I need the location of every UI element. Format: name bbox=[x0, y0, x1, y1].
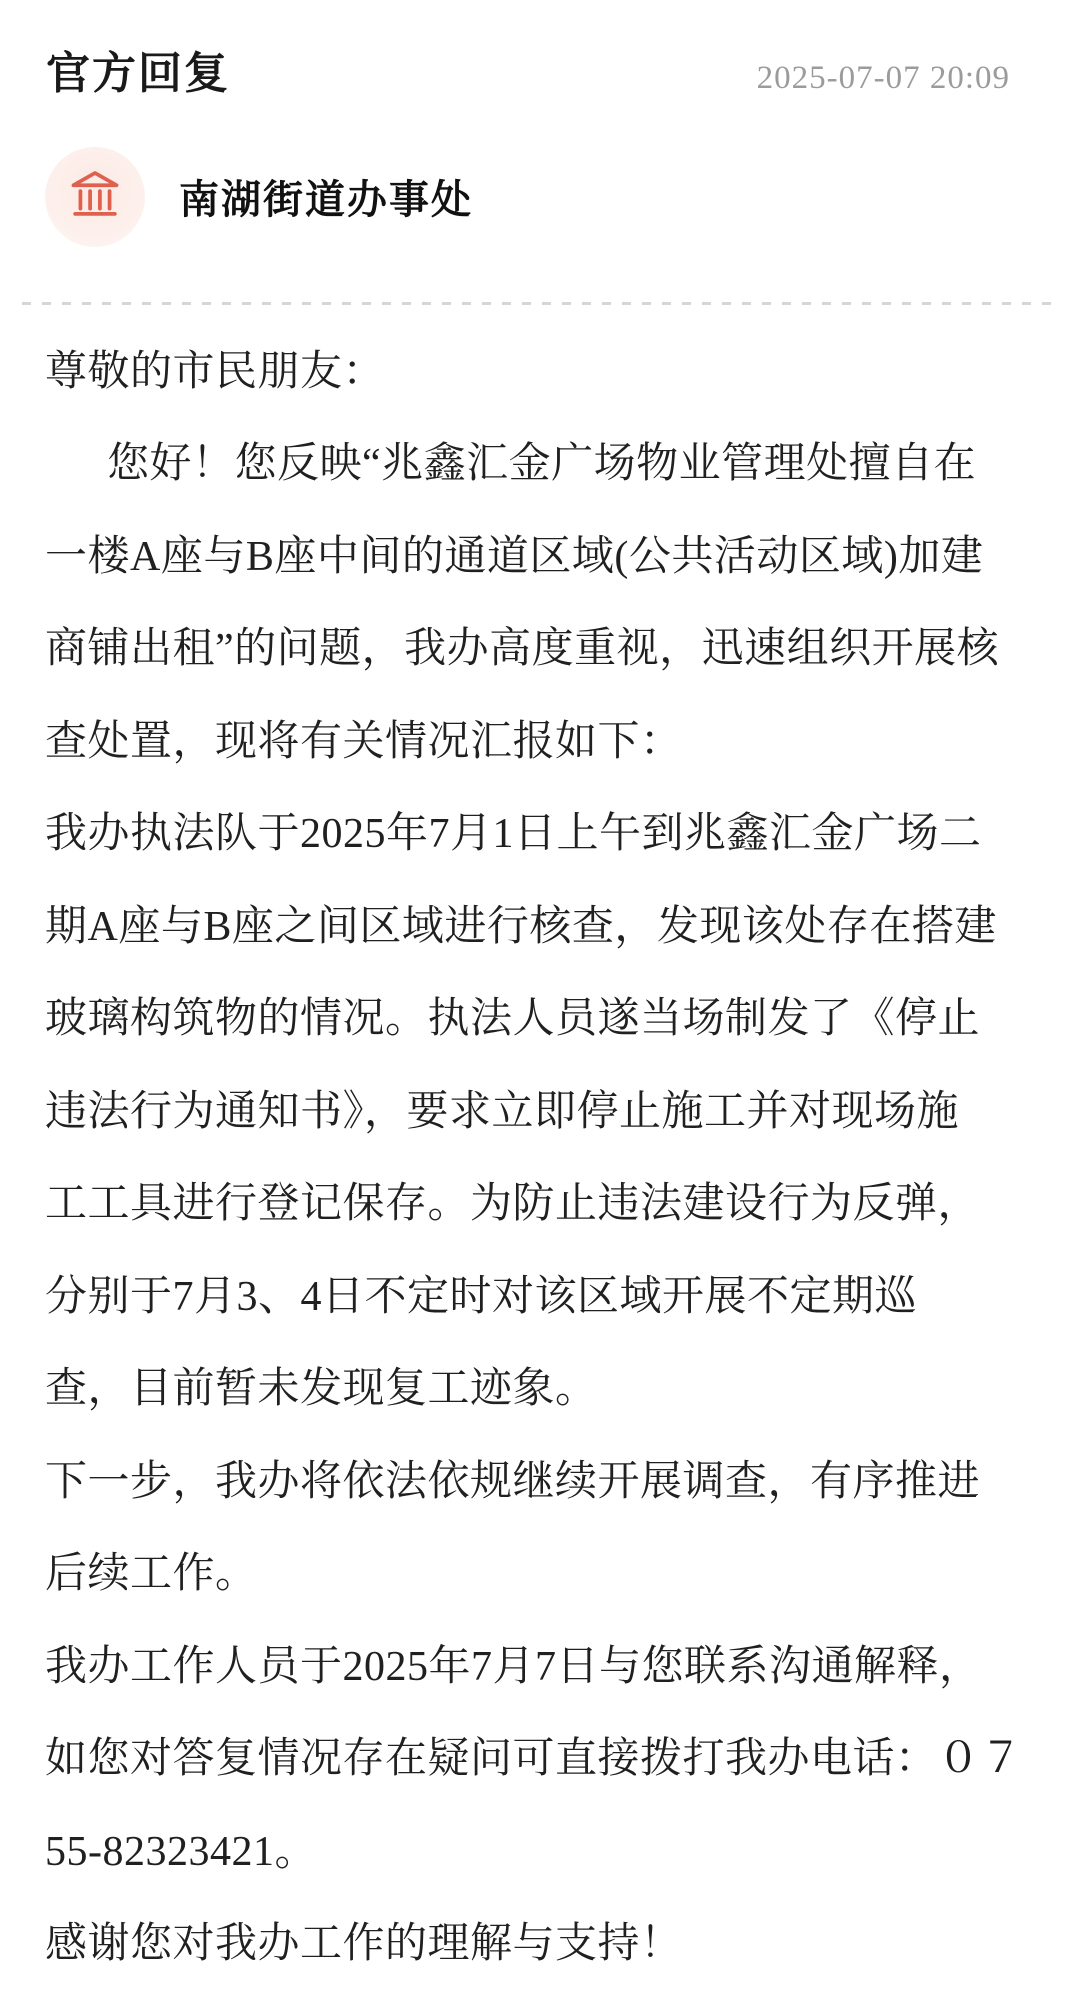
dashed-divider bbox=[22, 302, 1058, 305]
body-line: 玻璃构筑物的情况。执法人员遂当场制发了《停止 bbox=[45, 996, 981, 1043]
header bbox=[0, 0, 1080, 101]
body-line: 查处置，现将有关情况汇报如下： bbox=[45, 718, 683, 765]
department-row[interactable] bbox=[0, 101, 1080, 247]
department-name: 南湖街道办事处 bbox=[179, 178, 473, 223]
body-line: 违法行为通知书》，要求立即停止施工并对现场施 bbox=[45, 1088, 960, 1135]
department-avatar bbox=[45, 147, 145, 247]
body-line: 期A座与B座之间区域进行核查，发现该处存在搭建 bbox=[45, 903, 997, 950]
body-line: 如您对答复情况存在疑问可直接拨打我办电话：０７ bbox=[45, 1736, 1023, 1783]
body-line: 我办工作人员于2025年7月7日与您联系沟通解释， bbox=[45, 1643, 982, 1690]
body-line: 感谢您对我办工作的理解与支持！ bbox=[45, 1921, 683, 1968]
body-line: 55-82323421。 bbox=[45, 1828, 317, 1875]
body-line: 后续工作。 bbox=[45, 1551, 258, 1598]
reply-body bbox=[45, 326, 1040, 1991]
bank-icon bbox=[67, 166, 123, 227]
page-title: 官方回复 bbox=[46, 49, 230, 98]
body-line: 一楼A座与B座中间的通道区域(公共活动区域)加建 bbox=[45, 533, 984, 580]
body-line: 查，目前暂未发现复工迹象。 bbox=[45, 1366, 598, 1413]
body-line: 工工具进行登记保存。为防止违法建设行为反弹， bbox=[45, 1181, 981, 1228]
body-line: 我办执法队于2025年7月1日上午到兆鑫汇金广场二 bbox=[45, 811, 982, 858]
body-line: 尊敬的市民朋友： bbox=[45, 348, 386, 395]
body-line: 您好！您反映“兆鑫汇金广场物业管理处擅自在 bbox=[107, 441, 977, 488]
reply-timestamp: 2025-07-07 20:09 bbox=[756, 60, 1010, 96]
body-line: 下一步，我办将依法依规继续开展调查，有序推进 bbox=[45, 1458, 981, 1505]
body-line: 商铺出租”的问题，我办高度重视，迅速组织开展核 bbox=[45, 626, 1000, 673]
body-line: 分别于7月3、4日不定时对该区域开展不定期巡 bbox=[45, 1273, 918, 1320]
